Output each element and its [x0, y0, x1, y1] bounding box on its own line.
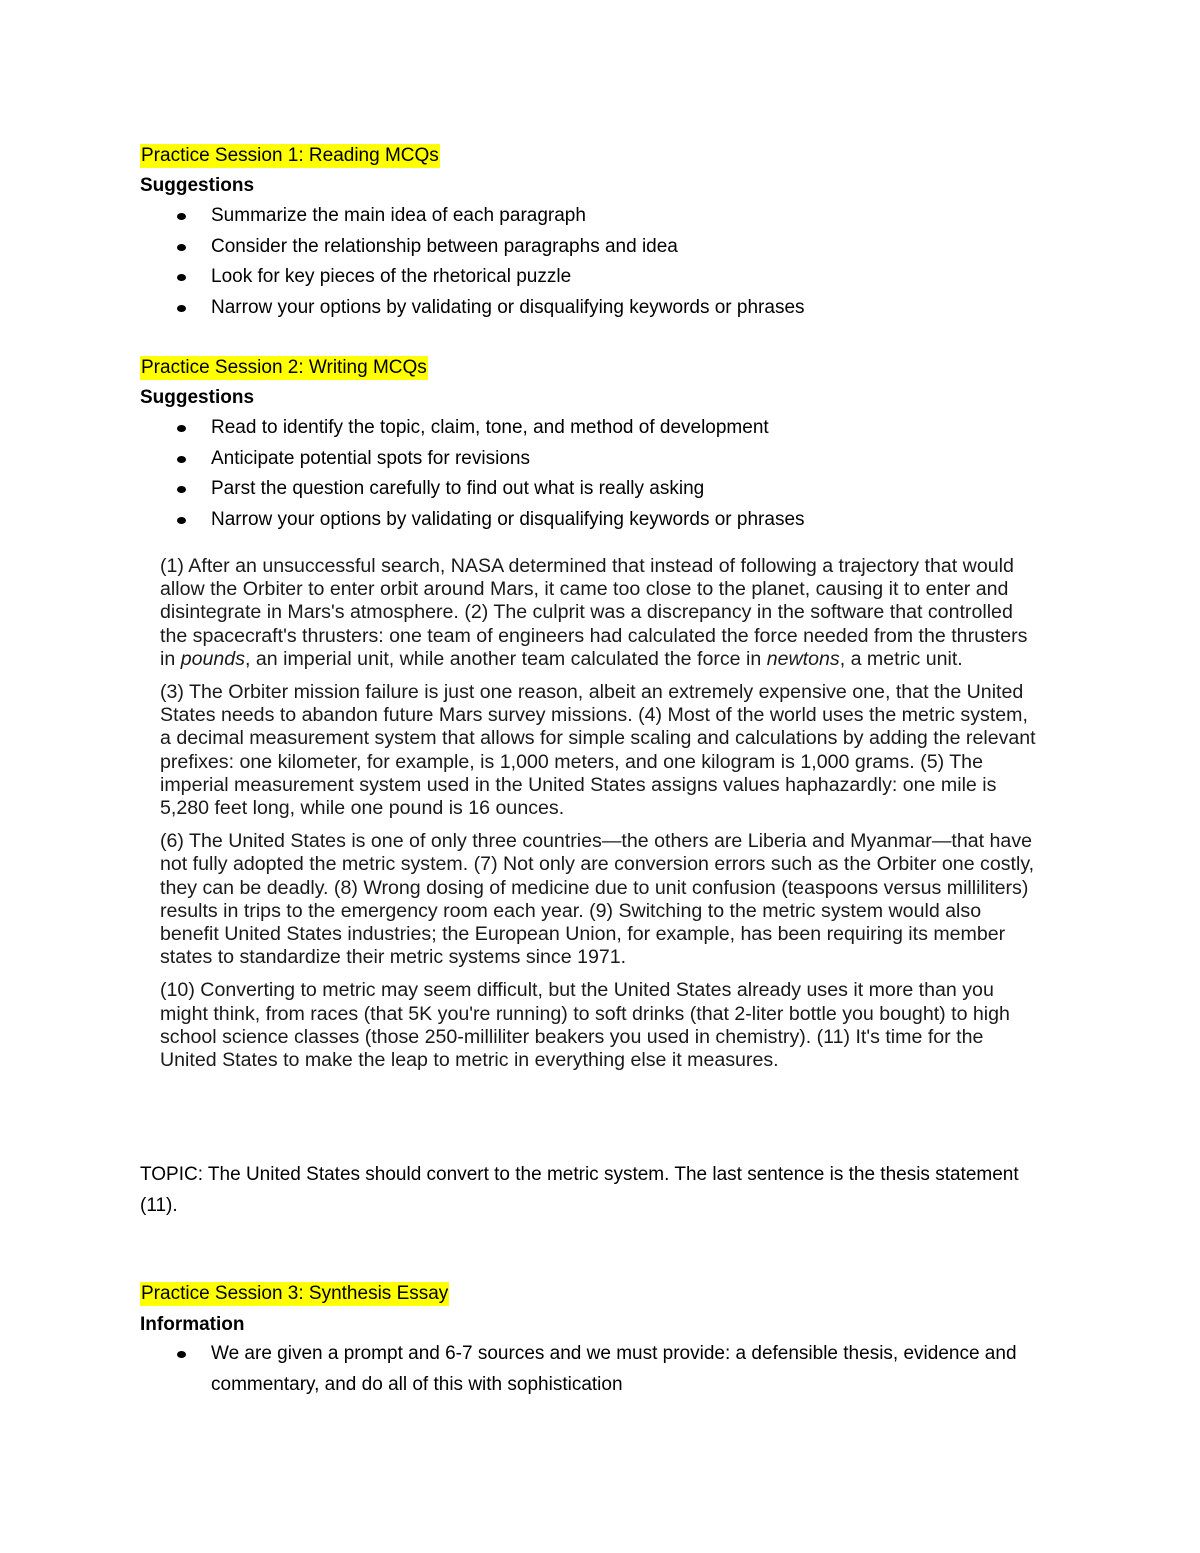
- session1-subheading: Suggestions: [140, 175, 255, 196]
- bullet-text: Parst the question carefully to find out what is really asking: [211, 478, 705, 499]
- bullet-text: Summarize the main idea of each paragraph: [211, 205, 586, 226]
- bullet-text: Narrow your options by validating or disqualifying keywords or phrases: [211, 296, 805, 318]
- topic-statement: TOPIC: The United States should convert to the metric system. The last sentence is the thesis statement (11).: [140, 1164, 1019, 1216]
- list-item: [140, 444, 805, 475]
- list-item: [140, 201, 805, 232]
- passage-text: , an imperial unit, while another team calculated the force in: [245, 647, 767, 670]
- bullet-icon: [177, 244, 186, 251]
- passage-text: (1) After an unsuccessful search, NASA determined that instead of following a trajectory that would allow the Orbiter to enter orbit around Mars, it came too close to the planet, causing it to enter and disintegrate in Mars's atmosphere. (2) The culprit was a discrepancy in the software that controlled the spacecraft's thrusters: one team of engineers had calculated the force needed from the thrusters in: [160, 555, 1028, 670]
- session1-bullet-list: [140, 201, 805, 323]
- bullet-icon: [177, 274, 186, 281]
- list-item: [140, 232, 805, 263]
- list-item: [140, 413, 805, 444]
- bullet-text: Read to identify the topic, claim, tone, and method of development: [211, 417, 769, 438]
- session2-subheading: Suggestions: [140, 387, 255, 408]
- bullet-text: Consider the relationship between paragraphs and idea: [211, 235, 678, 257]
- list-item: [140, 1339, 1051, 1400]
- session3-bullet-list: [140, 1339, 1051, 1400]
- bullet-icon: [177, 456, 186, 463]
- session3-heading: Practice Session 3: Synthesis Essay: [141, 1283, 449, 1304]
- passage-paragraph-3: (6) The United States is one of only three countries—the others are Liberia and Myanmar—that have not fully adopted the metric system. (7) Not only are conversion errors such as the Orbiter one costly, they can be deadly. (8) Wrong dosing of medicine due to unit confusion (teaspoons versus milliliters) results in trips to the emergency room each year. (9) Switching to the metric system would also benefit United States industries; the European Union, for example, has been requiring its member states to standardize their metric systems since 1971.: [160, 830, 1035, 969]
- bullet-icon: [177, 517, 186, 524]
- bullet-icon: [177, 425, 186, 432]
- list-item: [140, 293, 805, 324]
- bullet-icon: [177, 1351, 186, 1358]
- list-item: [140, 505, 805, 536]
- bullet-text: Narrow your options by validating or disqualifying keywords or phrases: [211, 508, 805, 530]
- passage-text: , a metric unit.: [839, 647, 963, 670]
- list-item: [140, 262, 805, 293]
- session3-subheading: Information: [140, 1314, 245, 1335]
- bullet-text: Anticipate potential spots for revisions: [211, 447, 530, 469]
- passage-paragraph-2: (3) The Orbiter mission failure is just one reason, albeit an extremely expensive one, that the United States needs to abandon future Mars survey missions. (4) Most of the world uses the metric system, a decimal measurement system that allows for simple scaling and calculations by adding the relevant prefixes: one kilometer, for example, is 1,000 meters, and one kilogram is 1,000 grams. (5) The imperial measurement system used in the United States assigns values haphazardly: one mile is 5,280 feet long, while one pound is 16 ounces.: [160, 681, 1036, 820]
- session2-heading: Practice Session 2: Writing MCQs: [141, 357, 427, 378]
- passage-paragraph-4: (10) Converting to metric may seem difficult, but the United States already uses it more than you might think, from races (that 5K you're running) to soft drinks (that 2-liter bottle you bought) to high school science classes (those 250-milliliter beakers you used in chemistry). (11) It's time for the United States to make the leap to metric in everything else it measures.: [160, 979, 1010, 1072]
- list-item: [140, 474, 805, 505]
- passage-italic-newtons: newtons: [766, 647, 840, 670]
- session2-bullet-list: [140, 413, 805, 535]
- session1-heading: Practice Session 1: Reading MCQs: [141, 145, 439, 166]
- bullet-text: We are given a prompt and 6-7 sources and we must provide: a defensible thesis, evidence and commentary, and do all of this with sophistication: [211, 1343, 1017, 1395]
- bullet-icon: [177, 305, 186, 312]
- bullet-icon: [177, 486, 186, 493]
- passage-paragraph-1: [160, 555, 1040, 671]
- passage-italic-pounds: pounds: [180, 647, 245, 670]
- bullet-icon: [177, 213, 186, 220]
- bullet-text: Look for key pieces of the rhetorical puzzle: [211, 266, 572, 287]
- passage-excerpt: [160, 555, 1040, 1082]
